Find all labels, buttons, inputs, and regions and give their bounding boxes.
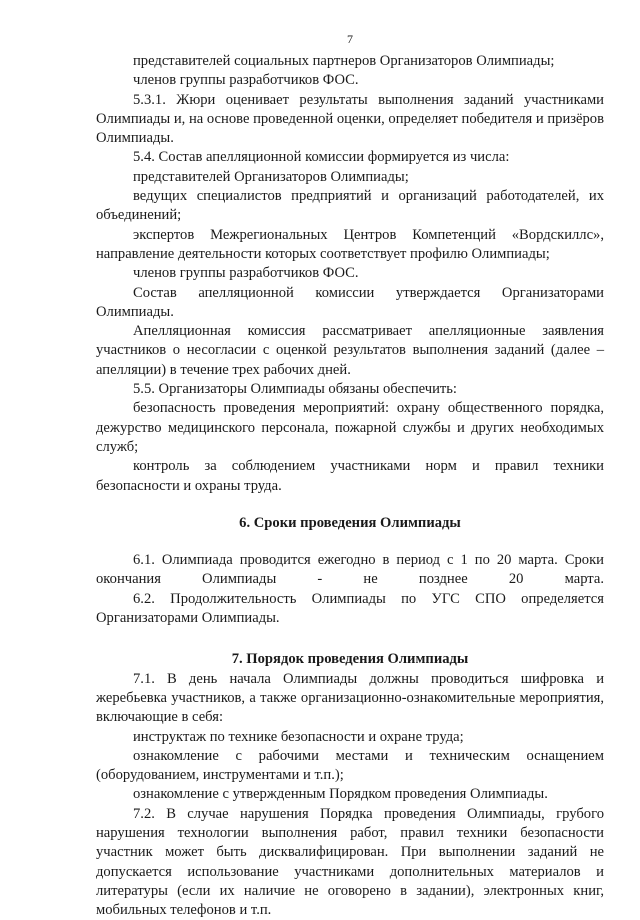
paragraph: 5.4. Состав апелляционной комиссии формируется из числа: <box>133 149 510 166</box>
paragraph: 5.3.1. Жюри оценивает результаты выполнения заданий участниками Олимпиады и, на основе проведенной оценки, определяет победителя и призёров Олимпиады. <box>96 91 604 147</box>
section-spacer <box>96 533 604 551</box>
paragraph: представителей социальных партнеров Организаторов Олимпиады; <box>133 53 555 69</box>
page-number: 7 <box>347 32 353 46</box>
document-body <box>96 52 604 920</box>
paragraph: ознакомление с рабочими местами и техническим оснащением (оборудованием, инструментами и т.п.); <box>96 747 604 784</box>
paragraph: Состав апелляционной комиссии утверждается Организаторами Олимпиады. <box>96 284 604 320</box>
paragraph: Апелляционная комиссия рассматривает апелляционные заявления участников о несогласии с оценкой результатов выполнения заданий (далее – апелляции) в течение трех рабочих дней. <box>96 323 604 378</box>
paragraph: представителей Организаторов Олимпиады; <box>133 168 409 185</box>
paragraph: 7.1. В день начала Олимпиады должны проводиться шифровка и жеребьевка участников, а также организационно-ознакомительные мероприятия, включающие в себя: <box>96 670 604 726</box>
section-spacer <box>96 628 604 650</box>
paragraph: 7.2. В случае нарушения Порядка проведения Олимпиады, грубого нарушения технологии выполнения работ, правил техники безопасности участник может быть дисквалифицирован. При выполнении заданий не допускается использование участниками дополнительных материалов и литературы (если их наличие не оговорено в задании), электронных книг, мобильных телефонов и т.п. <box>96 805 604 919</box>
paragraph: контроль за соблюдением участниками норм и правил техники безопасности и охраны труда. <box>96 458 604 494</box>
paragraph: 5.5. Организаторы Олимпиады обязаны обеспечить: <box>133 381 457 398</box>
paragraph: 6.2. Продолжительность Олимпиады по УГС СПО определяется Организаторами Олимпиады. <box>96 590 604 627</box>
paragraph: ознакомление с утвержденным Порядком проведения Олимпиады. <box>133 786 548 803</box>
section-spacer <box>96 496 604 514</box>
paragraph: ведущих специалистов предприятий и организаций работодателей, их объединений; <box>96 188 604 224</box>
paragraph: 6.1. Олимпиада проводится ежегодно в период с 1 по 20 марта. Сроки окончания Олимпиады - не позднее 20 марта. <box>96 552 604 588</box>
paragraph: безопасность проведения мероприятий: охрану общественного порядка, дежурство медицинского персонала, пожарной службы и других необходимых служб; <box>96 400 604 455</box>
paragraph: инструктаж по технике безопасности и охране труда; <box>133 728 464 745</box>
paragraph: членов группы разработчиков ФОС. <box>133 265 359 282</box>
paragraph: членов группы разработчиков ФОС. <box>133 72 359 89</box>
section-heading: 7. Порядок проведения Олимпиады <box>231 651 469 668</box>
paragraph: экспертов Межрегиональных Центров Компетенций «Вордскиллс», направление деятельности которых соответствует профилю Олимпиады; <box>96 226 604 262</box>
section-heading: 6. Сроки проведения Олимпиады <box>239 514 461 531</box>
